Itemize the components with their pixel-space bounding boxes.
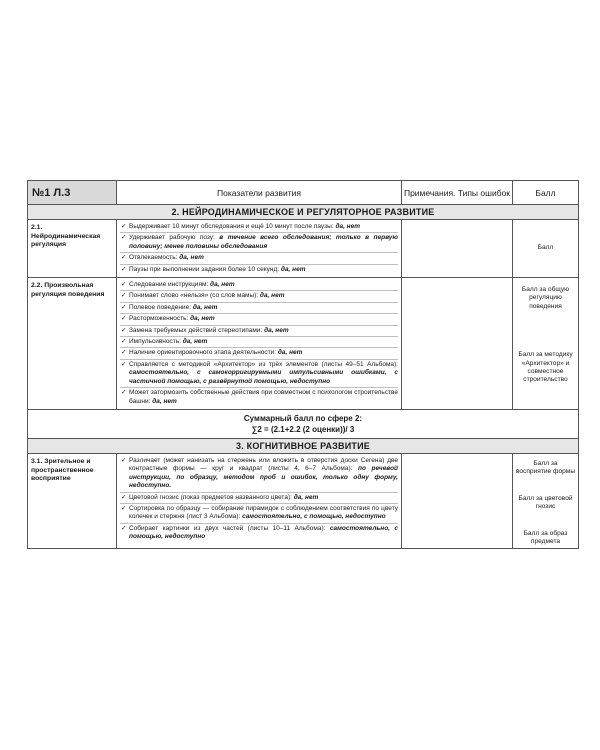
section-3-title: 3. КОГНИТИВНОЕ РАЗВИТИЕ	[28, 438, 579, 453]
list-item: ✓ Отвлекаемость: да, нет	[120, 253, 398, 264]
list-item: ✓ Следование инструкциям: да, нет	[120, 280, 398, 291]
row-3-1-items	[117, 453, 402, 548]
sheet-number: №1 Л.3	[28, 181, 117, 205]
list-item: ✓ Различает (может нанизать на стержень или вложить в отверстия доски Сегена) две контрастные формы — круг и квадрат (листы 4, 6–7 Альбома): по речевой инструкции, по образцу, методом проб и ошибок, только одну форму, недоступно.	[120, 456, 398, 493]
row-3-1-notes[interactable]	[402, 453, 513, 548]
checkmark-icon: ✓	[121, 360, 127, 368]
summary-cell	[28, 409, 579, 438]
section-2-title: 2. НЕЙРОДИНАМИЧЕСКОЕ И РЕГУЛЯТОРНОЕ РАЗВИТИЕ	[28, 205, 579, 220]
summary-line-1: Суммарный балл по сфере 2:	[243, 413, 363, 423]
row-2-2-label: 2.2. Произвольная регуляция поведения	[28, 278, 117, 410]
checkmark-icon: ✓	[121, 254, 127, 262]
checkmark-icon: ✓	[121, 504, 127, 512]
header-indicators: Показатели развития	[117, 181, 402, 205]
score-color-gnosis: Балл за цветовой гнозис	[518, 494, 573, 511]
list-item: ✓ Удерживает рабочую позу: в течение всего обследования; только в первую половину; менее половины обследования	[120, 233, 398, 253]
checkmark-icon: ✓	[121, 303, 127, 311]
list-item: ✓ Выдерживает 10 минут обследования и ещё 10 минут после паузы: да, нет	[120, 222, 398, 233]
list-item: ✓ Цветовой гнозис (показ предметов названного цвета): да, нет	[120, 493, 398, 504]
section-3-title-row	[28, 438, 579, 453]
summary-row	[28, 409, 579, 438]
score-form-perception: Балл за восприятие формы	[515, 459, 576, 476]
checkmark-icon: ✓	[121, 281, 127, 289]
row-3-1	[28, 453, 579, 548]
list-item: ✓ Наличие ориентировочного этапа деятельности: да, нет	[120, 348, 398, 359]
checkmark-icon: ✓	[121, 234, 127, 242]
checkmark-icon: ✓	[121, 524, 127, 532]
row-2-1-items	[117, 220, 402, 278]
section-2-title-row	[28, 205, 579, 220]
checkmark-icon: ✓	[121, 456, 127, 464]
list-item: ✓ Замена требуемых действий стереотипами: да, нет	[120, 326, 398, 337]
list-item: ✓ Расторможенность: да, нет	[120, 314, 398, 325]
checkmark-icon: ✓	[121, 493, 127, 501]
header-row	[28, 181, 579, 205]
score-object-image: Балл за образ предмета	[523, 529, 568, 545]
list-item: ✓ Может затормозить собственные действия при совместном с психологом строительстве башни: да, нет	[121, 389, 398, 405]
score-architect: Балл за методику «Архитектор» и совместное строительство	[518, 351, 573, 384]
list-item: ✓ Справляется с методикой «Архитектор» из трёх элементов (листы 49–51 Альбома): самостоятельно, с самокорригируемыми импульсивными ошибками, с частичной помощью, с развёрнутой помощью, недоступно	[120, 360, 398, 388]
checkmark-icon: ✓	[121, 338, 127, 346]
row-2-2-notes[interactable]	[402, 278, 513, 410]
row-2-1-score[interactable]: Балл	[513, 220, 579, 278]
summary-formula: ∑2 = (2.1+2.2 (2 оценки))/ 3	[251, 424, 355, 434]
header-score: Балл	[513, 181, 579, 205]
checkmark-icon: ✓	[121, 349, 127, 357]
assessment-table	[27, 180, 579, 549]
checkmark-icon: ✓	[121, 315, 127, 323]
score-general-regulation: Балл за общую регуляцию поведения	[521, 286, 570, 310]
row-2-2-score[interactable]	[513, 278, 579, 410]
checkmark-icon: ✓	[121, 265, 127, 273]
row-2-1-label: 2.1. Нейродинамическая регуляция	[28, 220, 117, 278]
checkmark-icon: ✓	[121, 389, 127, 397]
checkmark-icon: ✓	[121, 223, 127, 230]
row-3-1-score[interactable]	[513, 453, 579, 548]
row-2-2-items	[117, 278, 402, 410]
list-item: ✓ Полевое поведение: да, нет	[120, 303, 398, 314]
list-item: ✓ Паузы при выполнении задания более 10 секунд: да, нет	[121, 265, 306, 273]
row-2-2	[28, 278, 579, 410]
list-item: ✓ Сортировка по образцу — собирание пирамидок с соблюдением соответствия по цвету колечек и стержня (лист 3 Альбома): самостоятельно, с помощью, недоступно	[120, 504, 398, 524]
row-3-1-label: 3.1. Зрительное и пространственное восприятие	[28, 453, 117, 548]
row-2-1-notes[interactable]	[402, 220, 513, 278]
row-2-1	[28, 220, 579, 278]
checkmark-icon: ✓	[121, 292, 127, 300]
header-notes: Примечания. Типы ошибок	[402, 181, 513, 205]
assessment-sheet	[27, 180, 578, 549]
list-item: ✓ Собирает картинки из двух частей (листы 10–11 Альбома): самостоятельно, с помощью, недоступно	[121, 524, 398, 541]
list-item: ✓ Понимает слово «нельзя» (со слов мамы): да, нет	[120, 291, 398, 302]
checkmark-icon: ✓	[121, 326, 127, 334]
list-item: ✓ Импульсивность: да, нет	[120, 337, 398, 348]
